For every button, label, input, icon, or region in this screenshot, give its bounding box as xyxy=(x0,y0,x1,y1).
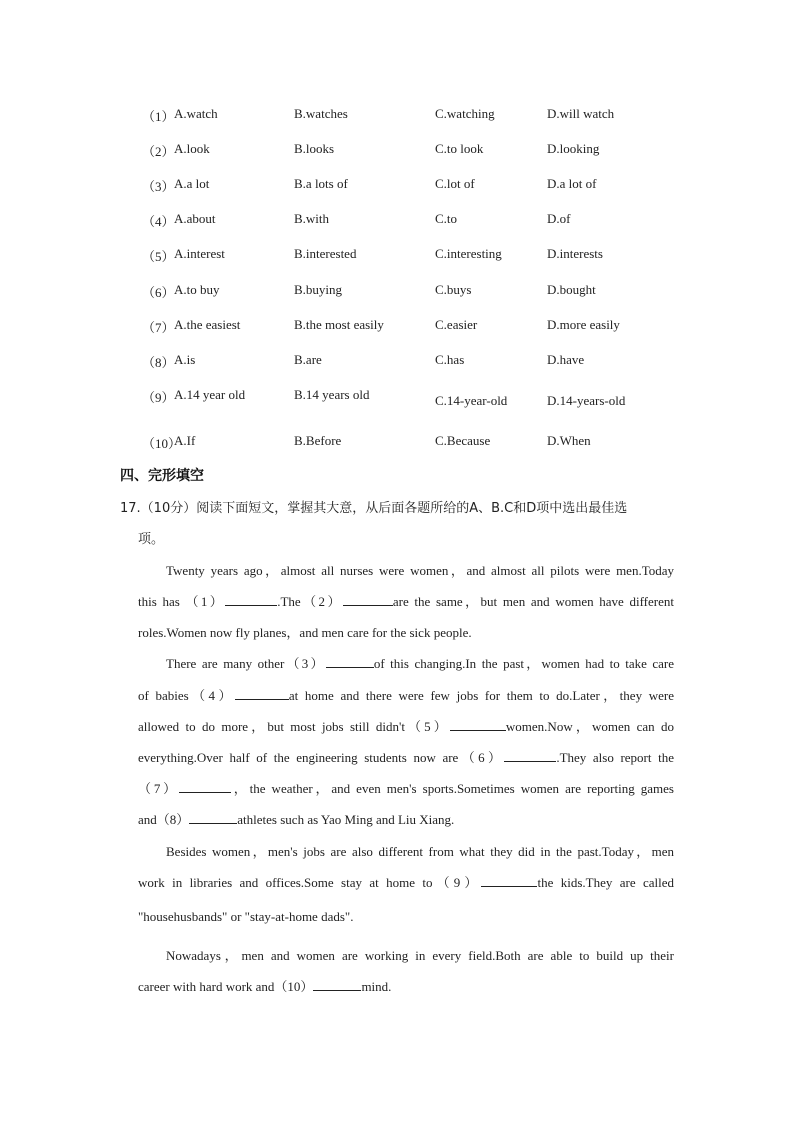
option-c: C.to xyxy=(435,211,458,226)
passage-line: of babies（4） at home and there were few jobs for them to do.Later，they were xyxy=(138,688,674,703)
passage-line: Twenty years ago，almost all nurses were women，and almost all pilots were men.Today xyxy=(166,563,674,578)
option-number: （8） xyxy=(142,355,175,370)
option-a: A.If xyxy=(174,433,196,448)
option-row xyxy=(0,106,794,126)
passage-line: allowed to do more，but most jobs still didn't（5） women.Now，women can do xyxy=(138,719,674,734)
option-a: A.interest xyxy=(174,246,225,261)
option-c: C.interesting xyxy=(435,246,502,261)
option-d: D.have xyxy=(547,352,585,367)
passage-line: career with hard work and（10） mind. xyxy=(138,979,392,994)
option-number: （9） xyxy=(142,390,175,405)
passage-line: There are many other（3） of this changing.In the past，women had to take care xyxy=(166,656,675,671)
option-b: B.watches xyxy=(294,106,348,121)
option-row xyxy=(0,387,794,407)
option-row xyxy=(0,352,794,372)
passage-line: and（8） athletes such as Yao Ming and Liu Xiang. xyxy=(138,812,455,827)
option-a: A.about xyxy=(174,211,216,226)
answer-blank-5[interactable] xyxy=(450,718,506,731)
option-number: （6） xyxy=(142,285,175,300)
option-d: D.will watch xyxy=(547,106,615,121)
answer-blank-1[interactable] xyxy=(225,593,277,606)
option-c: C.has xyxy=(435,352,465,367)
option-b: B.buying xyxy=(294,282,343,297)
option-d: D.bought xyxy=(547,282,596,297)
option-d: D.interests xyxy=(547,246,603,261)
option-d: D.looking xyxy=(547,141,600,156)
option-b: B.interested xyxy=(294,246,357,261)
option-c: C.to look xyxy=(435,141,484,156)
passage-line: Besides women，men's jobs are also different from what they did in the past.Today，men xyxy=(166,844,674,859)
passage-line: "househusbands" or "stay-at-home dads". xyxy=(138,909,354,924)
option-b: B.the most easily xyxy=(294,317,384,332)
option-d: D.14-years-old xyxy=(547,393,626,408)
passage-line: roles.Women now fly planes，and men care for the sick people. xyxy=(138,625,472,640)
passage-line: this has （1） .The（2） are the same，but men and women have different xyxy=(138,594,674,609)
option-c: C.14-year-old xyxy=(435,393,508,408)
option-row xyxy=(0,317,794,337)
answer-blank-8[interactable] xyxy=(189,811,237,824)
option-row xyxy=(0,282,794,302)
passage-line: （7） ，the weather，and even men's sports.Sometimes women are reporting games xyxy=(138,781,674,796)
option-b: B.with xyxy=(294,211,330,226)
option-number: （3） xyxy=(142,179,175,194)
option-a: A.to buy xyxy=(174,282,220,297)
option-d: D.a lot of xyxy=(547,176,597,191)
option-number: （7） xyxy=(142,320,175,335)
option-number: （4） xyxy=(142,214,175,229)
option-number: （5） xyxy=(142,249,175,264)
answer-blank-3[interactable] xyxy=(326,655,374,668)
passage-line: Nowadays，men and women are working in every field.Both are able to build up their xyxy=(166,948,674,963)
option-d: D.of xyxy=(547,211,571,226)
question-instruction: 17.（10分）阅读下面短文，掌握其大意，从后面各题所给的A、B.C和D项中选出最佳选 xyxy=(120,501,628,516)
option-d: D.When xyxy=(547,433,591,448)
answer-blank-7[interactable] xyxy=(179,780,231,793)
question-instruction-cont: 项。 xyxy=(138,532,165,547)
passage-line: work in libraries and offices.Some stay at home to（9） the kids.They are called xyxy=(138,875,674,890)
option-c: C.easier xyxy=(435,317,478,332)
section-heading: 四、完形填空 xyxy=(120,468,204,484)
option-b: B.looks xyxy=(294,141,335,156)
option-number: （2） xyxy=(142,144,175,159)
option-b: B.Before xyxy=(294,433,342,448)
option-row xyxy=(0,141,794,161)
option-d: D.more easily xyxy=(547,317,620,332)
option-a: A.watch xyxy=(174,106,218,121)
option-row xyxy=(0,211,794,231)
option-number: （10） xyxy=(142,436,182,451)
option-a: A.is xyxy=(174,352,196,367)
option-a: A.14 year old xyxy=(174,387,246,402)
answer-blank-6[interactable] xyxy=(504,749,556,762)
answer-blank-10[interactable] xyxy=(313,978,361,991)
answer-blank-9[interactable] xyxy=(481,874,537,887)
option-row xyxy=(0,246,794,266)
option-a: A.the easiest xyxy=(174,317,241,332)
option-row xyxy=(0,433,794,453)
option-c: C.buys xyxy=(435,282,472,297)
option-c: C.watching xyxy=(435,106,495,121)
answer-blank-4[interactable] xyxy=(235,687,289,700)
passage-line: everything.Over half of the engineering students now are（6） .They also report the xyxy=(138,750,674,765)
option-c: C.lot of xyxy=(435,176,475,191)
option-row xyxy=(0,176,794,196)
answer-blank-2[interactable] xyxy=(343,593,393,606)
option-a: A.a lot xyxy=(174,176,210,191)
option-c: C.Because xyxy=(435,433,491,448)
option-a: A.look xyxy=(174,141,210,156)
option-number: （1） xyxy=(142,109,175,124)
option-b: B.a lots of xyxy=(294,176,348,191)
option-b: B.are xyxy=(294,352,322,367)
option-b: B.14 years old xyxy=(294,387,370,402)
